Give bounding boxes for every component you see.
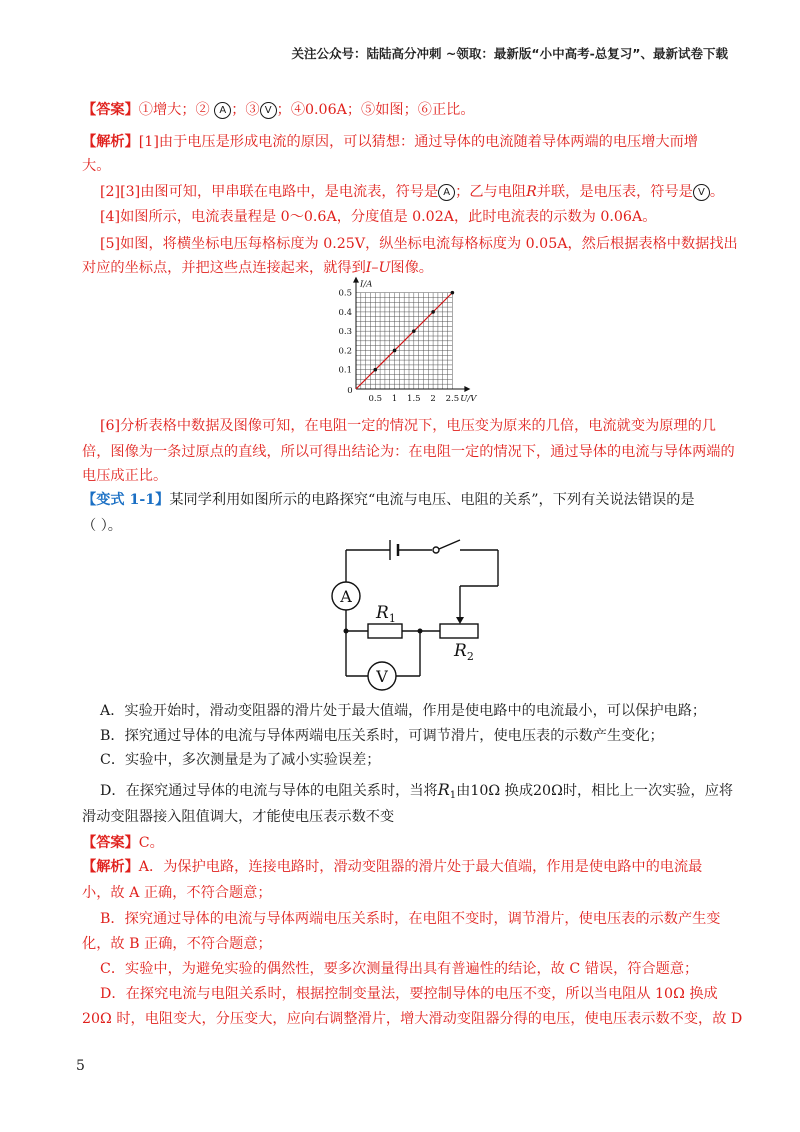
switch-pivot <box>433 547 439 553</box>
y-tick-label: 0.3 <box>338 327 352 338</box>
variant-question-line-1: 【变式 1-1】某同学利用如图所示的电路探究“电流与电压、电阻的关系”，下列有关说法错误的是 <box>82 492 695 508</box>
data-point <box>373 368 377 372</box>
analysis2-line-2: 小，故 A 正确，不符合题意； <box>82 885 272 901</box>
voltmeter-label: V <box>376 667 388 686</box>
x-tick-label: 0.5 <box>368 394 383 404</box>
voltmeter-symbol-icon: V <box>260 102 277 119</box>
answer-line-1: 【答案】①增大；② A ；③ V ；④0.06A；⑤如图；⑥正比。 <box>82 102 475 118</box>
r2-label: $R_2$ <box>454 641 474 663</box>
r1-label: $R_1$ <box>376 603 396 625</box>
x-axis-arrow-icon <box>464 386 470 392</box>
y-tick-label: 0.1 <box>338 365 352 376</box>
switch-blade-icon <box>439 540 460 549</box>
iu-graph <box>330 272 500 410</box>
analysis-tag: 【解析】 <box>82 134 139 150</box>
option-b: B．探究通过导体的电流与导体两端电压关系时，可调节滑片，使电压表的示数产生变化； <box>100 728 664 744</box>
analysis-line-6: 对应的坐标点，并把这些点连接起来，就得到I–U图像。 <box>82 260 433 276</box>
analysis-line-7: [6]分析表格中数据及图像可知，在电阻一定的情况下，电压变为原来的几倍，电流就变为原理的几 <box>100 418 716 434</box>
y-tick-label: 0.5 <box>338 288 352 299</box>
origin-label: 0 <box>347 386 353 396</box>
data-point <box>431 310 435 314</box>
answer-line-2: 【答案】C。 <box>82 835 164 851</box>
analysis-line-8: 倍，图像为一条过原点的直线，所以可得出结论为：在电阻一定的情况下，通过导体的电流与导体两端的 <box>82 444 735 460</box>
analysis2-line-7: 20Ω 时，电阻变大，分压变大，应向右调整滑片，增大滑动变阻器分得的电压，使电压表示数不变，故 D <box>82 1011 743 1027</box>
x-tick-label: 1.5 <box>407 394 421 404</box>
y-axis-arrow-icon <box>353 277 359 283</box>
analysis2-line-1: 【解析】A．为保护电路，连接电路时，滑动变阻器的滑片处于最大值端，作用是使电路中的电流最 <box>82 859 703 875</box>
data-point <box>412 329 416 333</box>
x-tick-label: 2.5 <box>445 394 460 404</box>
y-tick-label: 0.4 <box>338 307 352 318</box>
data-point <box>451 291 455 295</box>
option-d-line-2: 滑动变阻器接入阻值调大，才能使电压表示数不变 <box>82 809 395 825</box>
x-axis-label: U/V <box>460 394 477 404</box>
analysis-line-9: 电压成正比。 <box>82 468 168 484</box>
variant-question-line-2: （ ）。 <box>82 518 122 534</box>
analysis-line-1: 【解析】[1]由于电压是形成电流的原因，可以猜想：通过导体的电流随着导体两端的电压增大而增 <box>82 134 698 150</box>
x-tick-label: 1 <box>391 394 398 404</box>
analysis2-line-4: 化，故 B 正确，不符合题意； <box>82 936 272 952</box>
data-point <box>393 349 397 353</box>
slider-arrow-icon <box>456 617 464 624</box>
variant-tag: 【变式 1-1】 <box>82 492 170 508</box>
x-tick-label: 2 <box>430 394 436 404</box>
chart-marks <box>356 291 454 389</box>
analysis2-line-5: C．实验中，为避免实验的偶然性，要多次测量得出具有普遍性的结论，故 C 错误，符合题意； <box>100 961 699 977</box>
analysis-line-3: [2][3]由图可知，甲串联在电路中，是电流表，符号是 A ；乙与电阻R并联，是电压表，符号是 V 。 <box>100 184 725 200</box>
page-header: 关注公众号：陆陆高分冲刺 ~领取：最新版“小中高考-总复习”、最新试卷下载 <box>291 46 728 61</box>
ammeter-symbol-icon: A <box>214 102 231 119</box>
page-number: 5 <box>76 1058 85 1074</box>
rheostat-r2 <box>440 624 478 638</box>
analysis2-line-3: B．探究通过导体的电流与导体两端电压关系时，在电阻不变时，调节滑片，使电压表的示数产生变 <box>100 911 721 927</box>
analysis2-line-6: D．在探究电流与电阻关系时，根据控制变量法，要控制导体的电压不变，所以当电阻从 10Ω 换成 <box>100 986 718 1002</box>
option-a: A．实验开始时，滑动变阻器的滑片处于最大值端，作用是使电路中的电流最小，可以保护电路； <box>100 703 707 719</box>
circuit-diagram <box>320 530 520 700</box>
ammeter-symbol-icon: A <box>438 184 455 201</box>
junction-dot <box>344 629 349 634</box>
option-c: C．实验中，多次测量是为了减小实验误差； <box>100 752 381 768</box>
ammeter-label: A <box>340 587 352 606</box>
junction-dot <box>418 629 423 634</box>
voltmeter-symbol-icon: V <box>693 184 710 201</box>
analysis-line-4: [4]如图所示，电流表量程是 0～0.6A，分度值是 0.02A，此时电流表的示数为 0.06A。 <box>100 209 657 225</box>
analysis-line-5: [5]如图，将横坐标电压每格标度为 0.25V，纵坐标电流每格标度为 0.05A，然后根据表格中数据找出 <box>100 236 738 252</box>
answer-tag: 【答案】 <box>82 102 139 118</box>
answer-tag: 【答案】 <box>82 835 139 851</box>
y-axis-label: I/A <box>360 279 373 290</box>
analysis-tag: 【解析】 <box>82 859 139 875</box>
analysis-line-2: 大。 <box>82 158 111 174</box>
resistor-r1 <box>368 624 402 638</box>
y-tick-label: 0.2 <box>338 346 352 357</box>
option-d-line-1: D．在探究通过导体的电流与导体的电阻关系时，当将$R_1$由10Ω 换成20Ω时，相比上一次实验，应将 <box>100 780 734 801</box>
